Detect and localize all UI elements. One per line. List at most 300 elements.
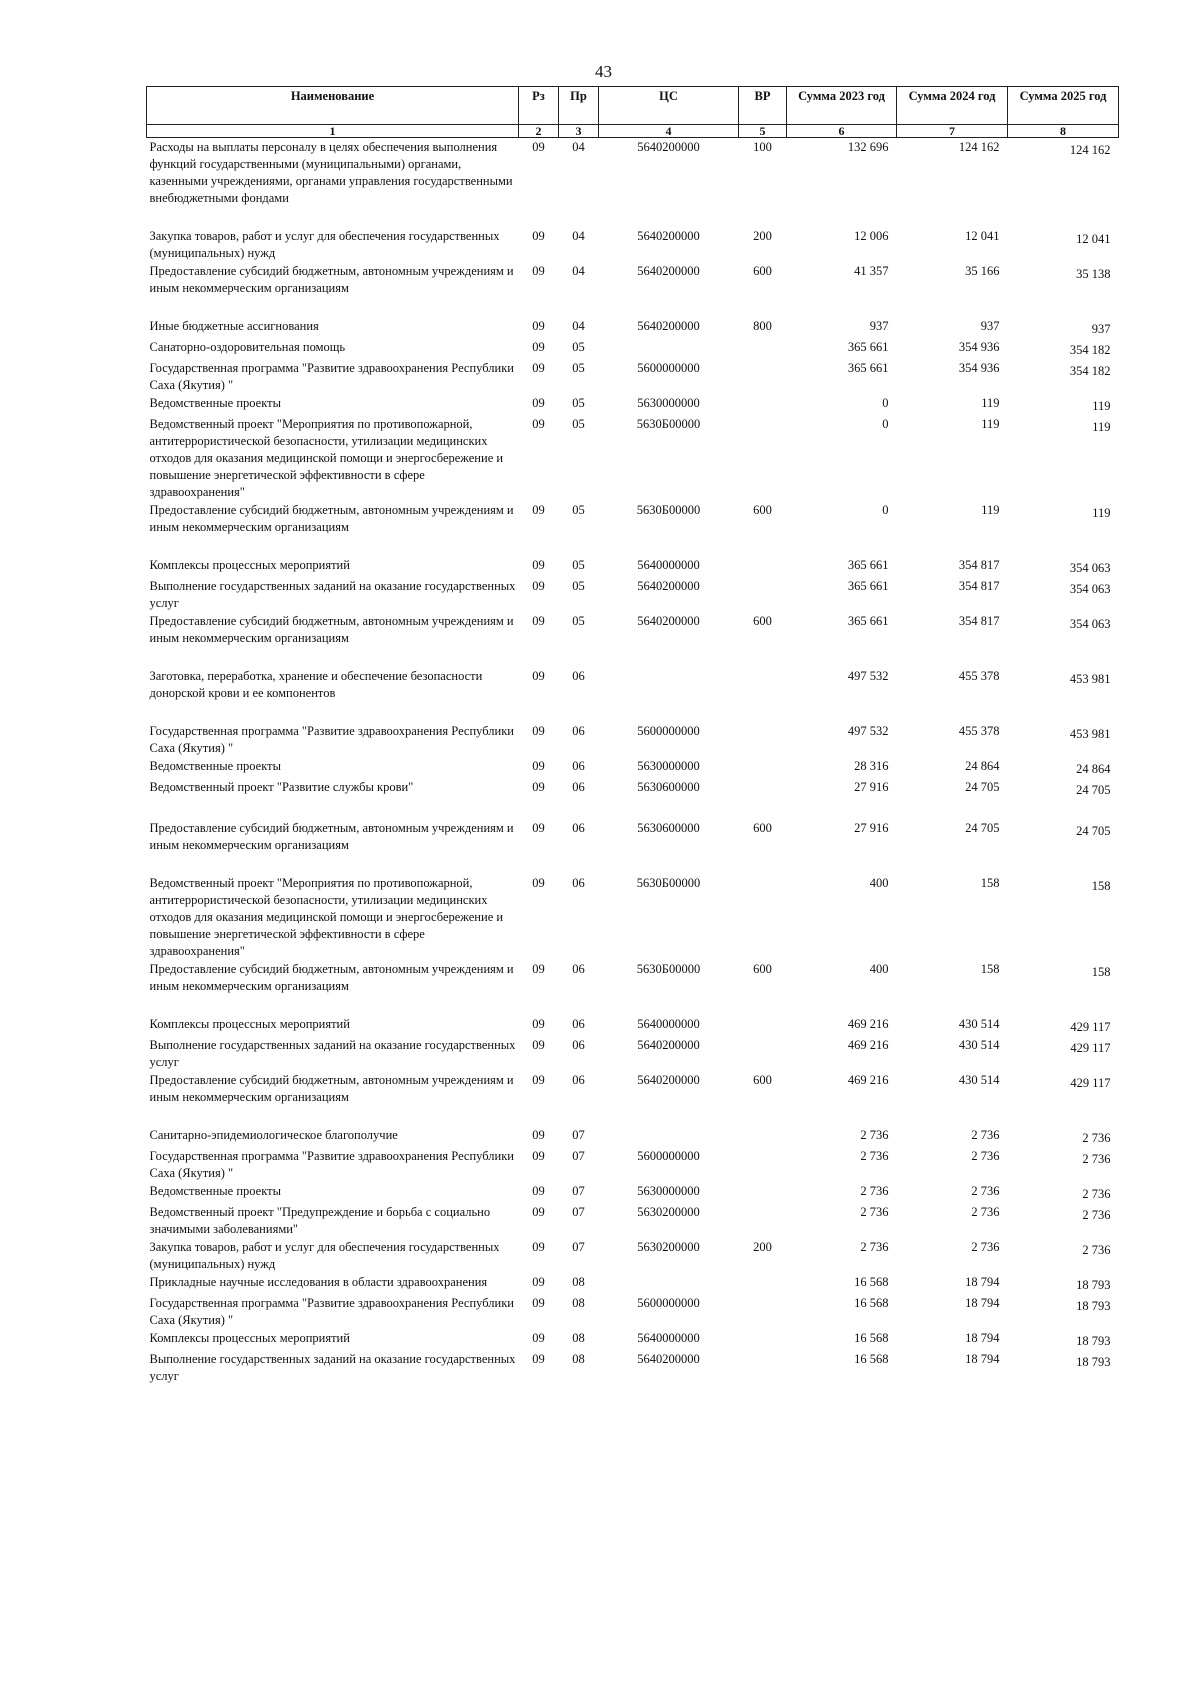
table-row (147, 227, 1119, 262)
row-pr: 08 (572, 1296, 585, 1310)
row-sum-2023: 2 736 (860, 1240, 889, 1254)
row-rz: 09 (532, 724, 545, 738)
row-pr: 04 (572, 229, 585, 243)
column-number: 2 (519, 125, 559, 138)
row-name: Ведомственный проект "Мероприятия по противопожарной, антитеррористической безопасности, утилизации медицинских отходов для оказания медицинской помощи и энергосбережение и повышение энергетической эффективности в сфере здравоохранения" (149, 417, 504, 499)
row-name: Ведомственные проекты (149, 396, 282, 410)
table-row (147, 612, 1119, 667)
row-cs: 5640200000 (637, 579, 700, 593)
header-row (147, 87, 1119, 125)
row-name: Предоставление субсидий бюджетным, автономным учреждениям и иным некоммерческим организациям (149, 614, 514, 645)
row-vr: 600 (753, 821, 772, 835)
row-cs: 5630Б00000 (636, 962, 701, 976)
row-sum-2025: 18 793 (1076, 1355, 1111, 1369)
row-pr: 08 (572, 1331, 585, 1345)
row-name: Государственная программа "Развитие здравоохранения Республики Саха (Якутия) " (149, 1149, 514, 1180)
row-cs: 5640200000 (637, 614, 700, 628)
row-rz: 09 (532, 229, 545, 243)
row-pr: 05 (572, 396, 585, 410)
row-vr (739, 556, 787, 577)
row-sum-2024: 430 514 (958, 1038, 1000, 1052)
row-vr (739, 1350, 787, 1385)
row-vr (739, 577, 787, 612)
row-rz: 09 (532, 614, 545, 628)
row-pr: 05 (572, 558, 585, 572)
row-cs: 5640200000 (637, 1073, 700, 1087)
row-sum-2024: 18 794 (965, 1331, 1000, 1345)
row-name: Предоставление субсидий бюджетным, автономным учреждениям и иным некоммерческим организациям (149, 503, 514, 534)
row-cs: 5600000000 (637, 361, 700, 375)
row-cs: 5640000000 (637, 558, 700, 572)
row-sum-2025: 158 (1091, 879, 1111, 893)
row-sum-2024: 2 736 (971, 1240, 1000, 1254)
row-cs: 5630Б00000 (636, 876, 701, 890)
row-rz: 09 (532, 780, 545, 794)
row-pr: 06 (572, 1017, 585, 1031)
row-sum-2023: 400 (869, 962, 889, 976)
table-row (147, 778, 1119, 819)
row-sum-2024: 937 (980, 319, 1000, 333)
row-name: Выполнение государственных заданий на оказание государственных услуг (149, 1038, 516, 1069)
row-pr: 05 (572, 614, 585, 628)
table-row (147, 1147, 1119, 1182)
row-sum-2023: 2 736 (860, 1128, 889, 1142)
row-cs: 5640200000 (637, 264, 700, 278)
row-sum-2025: 937 (1091, 322, 1111, 336)
row-name: Иные бюджетные ассигнования (149, 319, 319, 333)
row-cs: 5630000000 (637, 759, 700, 773)
row-vr (739, 1329, 787, 1350)
row-pr: 06 (572, 962, 585, 976)
row-name: Заготовка, переработка, хранение и обеспечение безопасности донорской крови и ее компонентов (149, 669, 483, 700)
row-vr: 800 (753, 319, 772, 333)
row-sum-2023: 469 216 (847, 1073, 889, 1087)
row-cs: 5630200000 (637, 1205, 700, 1219)
row-sum-2025: 2 736 (1082, 1152, 1111, 1166)
table-row (147, 1071, 1119, 1126)
row-sum-2023: 16 568 (854, 1296, 889, 1310)
row-sum-2025: 354 182 (1069, 364, 1111, 378)
header-cell-cs: ЦС (599, 87, 739, 125)
column-number: 8 (1008, 125, 1119, 138)
row-rz: 09 (532, 140, 545, 154)
row-sum-2025: 354 063 (1069, 617, 1111, 631)
table-row (147, 960, 1119, 1015)
column-number-row (147, 125, 1119, 138)
row-rz: 09 (532, 1331, 545, 1345)
row-sum-2024: 119 (981, 417, 1000, 431)
row-sum-2023: 16 568 (854, 1331, 889, 1345)
header-cell-sum-2023: Сумма 2023 год (787, 87, 897, 125)
row-sum-2025: 429 117 (1070, 1041, 1111, 1055)
row-sum-2024: 18 794 (965, 1352, 1000, 1366)
row-rz: 09 (532, 340, 545, 354)
header-cell-name: Наименование (147, 87, 519, 125)
row-sum-2023: 469 216 (847, 1038, 889, 1052)
row-sum-2025: 24 705 (1076, 783, 1111, 797)
row-pr: 04 (572, 140, 585, 154)
row-sum-2025: 354 063 (1069, 582, 1111, 596)
row-sum-2025: 453 981 (1069, 672, 1111, 686)
row-cs: 5600000000 (637, 724, 700, 738)
table-row (147, 1329, 1119, 1350)
row-sum-2024: 354 817 (958, 579, 1000, 593)
table-row (147, 317, 1119, 338)
row-sum-2024: 12 041 (965, 229, 1000, 243)
row-cs (599, 1126, 739, 1147)
row-cs: 5600000000 (637, 1149, 700, 1163)
row-name: Государственная программа "Развитие здравоохранения Республики Саха (Якутия) " (149, 724, 514, 755)
row-cs: 5640000000 (637, 1331, 700, 1345)
row-cs: 5630000000 (637, 1184, 700, 1198)
row-sum-2023: 2 736 (860, 1205, 889, 1219)
row-name: Выполнение государственных заданий на оказание государственных услуг (149, 579, 516, 610)
row-name: Предоставление субсидий бюджетным, автономным учреждениям и иным некоммерческим организациям (149, 962, 514, 993)
row-rz: 09 (532, 821, 545, 835)
row-cs: 5630600000 (637, 821, 700, 835)
row-pr: 05 (572, 340, 585, 354)
row-sum-2025: 2 736 (1082, 1243, 1111, 1257)
row-sum-2024: 124 162 (958, 140, 1000, 154)
row-pr: 07 (572, 1149, 585, 1163)
table-row (147, 394, 1119, 415)
row-sum-2025: 24 705 (1076, 824, 1111, 838)
row-vr (739, 778, 787, 819)
table-row (147, 577, 1119, 612)
row-vr (739, 1015, 787, 1036)
row-rz: 09 (532, 264, 545, 278)
row-cs: 5630Б00000 (636, 503, 701, 517)
row-sum-2023: 365 661 (847, 361, 889, 375)
table-row (147, 1126, 1119, 1147)
row-sum-2025: 24 864 (1076, 762, 1111, 776)
row-sum-2024: 24 705 (965, 821, 1000, 835)
row-rz: 09 (532, 417, 545, 431)
row-sum-2023: 365 661 (847, 579, 889, 593)
row-rz: 09 (532, 1296, 545, 1310)
row-pr: 04 (572, 319, 585, 333)
header-cell-sum-2025: Сумма 2025 год (1008, 87, 1119, 125)
row-vr: 600 (753, 264, 772, 278)
row-sum-2023: 41 357 (854, 264, 889, 278)
row-pr: 05 (572, 417, 585, 431)
row-sum-2023: 400 (869, 876, 889, 890)
row-sum-2024: 455 378 (958, 669, 1000, 683)
row-sum-2025: 429 117 (1070, 1076, 1111, 1090)
row-sum-2025: 354 063 (1069, 561, 1111, 575)
row-sum-2023: 497 532 (847, 669, 889, 683)
table-row (147, 819, 1119, 874)
table-row (147, 138, 1119, 228)
row-sum-2023: 469 216 (847, 1017, 889, 1031)
row-cs (599, 667, 739, 722)
row-cs: 5640200000 (637, 140, 700, 154)
column-number: 5 (739, 125, 787, 138)
row-sum-2024: 18 794 (965, 1275, 1000, 1289)
row-pr: 06 (572, 1038, 585, 1052)
row-sum-2024: 430 514 (958, 1017, 1000, 1031)
row-pr: 05 (572, 579, 585, 593)
row-sum-2025: 2 736 (1082, 1131, 1111, 1145)
row-sum-2024: 2 736 (971, 1184, 1000, 1198)
row-pr: 04 (572, 264, 585, 278)
row-sum-2024: 35 166 (965, 264, 1000, 278)
row-name: Предоставление субсидий бюджетным, автономным учреждениям и иным некоммерческим организациям (149, 264, 514, 295)
row-name: Расходы на выплаты персоналу в целях обеспечения выполнения функций государственными (муниципальными) органами, казенными учреждениями, органами управления государственными внебюджетными фондами (149, 140, 513, 205)
row-sum-2023: 2 736 (860, 1149, 889, 1163)
row-vr (739, 874, 787, 960)
row-sum-2024: 158 (980, 962, 1000, 976)
row-sum-2024: 354 936 (958, 340, 1000, 354)
row-sum-2025: 18 793 (1076, 1278, 1111, 1292)
row-vr (739, 757, 787, 778)
row-sum-2024: 2 736 (971, 1149, 1000, 1163)
row-cs: 5640200000 (637, 229, 700, 243)
table-row (147, 1036, 1119, 1071)
row-name: Ведомственные проекты (149, 1184, 282, 1198)
row-sum-2025: 453 981 (1069, 727, 1111, 741)
table-row (147, 338, 1119, 359)
row-pr: 06 (572, 669, 585, 683)
row-name: Закупка товаров, работ и услуг для обеспечения государственных (муниципальных) нужд (149, 1240, 500, 1271)
row-sum-2023: 365 661 (847, 558, 889, 572)
row-rz: 09 (532, 1275, 545, 1289)
row-pr: 07 (572, 1128, 585, 1142)
row-name: Санитарно-эпидемиологическое благополучие (149, 1128, 398, 1142)
row-name: Предоставление субсидий бюджетным, автономным учреждениям и иным некоммерческим организациям (149, 821, 514, 852)
row-vr (739, 1203, 787, 1238)
row-name: Выполнение государственных заданий на оказание государственных услуг (149, 1352, 516, 1383)
row-sum-2024: 119 (981, 503, 1000, 517)
row-vr (739, 415, 787, 501)
row-rz: 09 (532, 669, 545, 683)
row-cs: 5600000000 (637, 1296, 700, 1310)
row-rz: 09 (532, 1149, 545, 1163)
row-vr: 200 (753, 1240, 772, 1254)
column-number: 3 (559, 125, 599, 138)
row-vr: 200 (753, 229, 772, 243)
column-number: 4 (599, 125, 739, 138)
row-sum-2025: 119 (1092, 399, 1111, 413)
row-name: Санаторно-оздоровительная помощь (149, 340, 346, 354)
table-row (147, 556, 1119, 577)
header-cell-pr: Пр (559, 87, 599, 125)
row-rz: 09 (532, 579, 545, 593)
row-name: Ведомственный проект "Предупреждение и борьба с социально значимыми заболеваниями" (149, 1205, 491, 1236)
table-row (147, 1273, 1119, 1294)
page-number: 43 (595, 62, 612, 81)
row-rz: 09 (532, 1240, 545, 1254)
table-row (147, 1294, 1119, 1329)
row-rz: 09 (532, 503, 545, 517)
row-rz: 09 (532, 1073, 545, 1087)
row-vr: 600 (753, 1073, 772, 1087)
row-pr: 07 (572, 1184, 585, 1198)
row-rz: 09 (532, 876, 545, 890)
row-sum-2025: 2 736 (1082, 1208, 1111, 1222)
column-number: 7 (897, 125, 1008, 138)
table-row (147, 1015, 1119, 1036)
row-vr (739, 722, 787, 757)
row-cs: 5640200000 (637, 319, 700, 333)
row-rz: 09 (532, 1184, 545, 1198)
row-sum-2023: 16 568 (854, 1275, 889, 1289)
row-sum-2023: 27 916 (854, 780, 889, 794)
row-vr (739, 667, 787, 722)
row-sum-2025: 2 736 (1082, 1187, 1111, 1201)
row-name: Ведомственный проект "Мероприятия по противопожарной, антитеррористической безопасности, утилизации медицинских отходов для оказания медицинской помощи и энергосбережение и повышение энергетической эффективности в сфере здравоохранения" (149, 876, 504, 958)
row-rz: 09 (532, 558, 545, 572)
row-pr: 05 (572, 361, 585, 375)
row-cs: 5630000000 (637, 396, 700, 410)
row-pr: 05 (572, 503, 585, 517)
row-sum-2025: 18 793 (1076, 1299, 1111, 1313)
row-name: Государственная программа "Развитие здравоохранения Республики Саха (Якутия) " (149, 1296, 514, 1327)
row-cs: 5640200000 (637, 1352, 700, 1366)
row-pr: 07 (572, 1240, 585, 1254)
row-sum-2025: 124 162 (1069, 143, 1111, 157)
column-number: 1 (147, 125, 519, 138)
row-rz: 09 (532, 319, 545, 333)
row-sum-2025: 429 117 (1070, 1020, 1111, 1034)
table-row (147, 415, 1119, 501)
row-sum-2023: 132 696 (847, 140, 889, 154)
row-cs: 5630200000 (637, 1240, 700, 1254)
row-sum-2023: 497 532 (847, 724, 889, 738)
row-name: Прикладные научные исследования в области здравоохранения (149, 1275, 488, 1289)
row-sum-2023: 0 (882, 417, 889, 431)
table-row (147, 1350, 1119, 1385)
row-pr: 06 (572, 821, 585, 835)
table-header (147, 87, 1119, 138)
row-sum-2025: 12 041 (1076, 232, 1111, 246)
row-vr (739, 1036, 787, 1071)
row-vr (739, 1182, 787, 1203)
row-rz: 09 (532, 1038, 545, 1052)
row-rz: 09 (532, 1017, 545, 1031)
row-sum-2024: 455 378 (958, 724, 1000, 738)
row-name: Ведомственные проекты (149, 759, 282, 773)
row-sum-2023: 28 316 (854, 759, 889, 773)
table-row (147, 501, 1119, 556)
header-cell-rz: Рз (519, 87, 559, 125)
row-rz: 09 (532, 1352, 545, 1366)
row-name: Ведомственный проект "Развитие службы крови" (149, 780, 414, 794)
row-vr: 600 (753, 962, 772, 976)
row-cs (599, 338, 739, 359)
row-sum-2024: 354 936 (958, 361, 1000, 375)
row-sum-2025: 119 (1092, 420, 1111, 434)
row-sum-2023: 16 568 (854, 1352, 889, 1366)
row-name: Комплексы процессных мероприятий (149, 558, 350, 572)
row-sum-2024: 158 (980, 876, 1000, 890)
row-vr (739, 394, 787, 415)
row-cs: 5640200000 (637, 1038, 700, 1052)
row-vr (739, 359, 787, 394)
table-row (147, 874, 1119, 960)
row-sum-2024: 24 705 (965, 780, 1000, 794)
row-rz: 09 (532, 361, 545, 375)
row-sum-2024: 354 817 (958, 614, 1000, 628)
row-name: Закупка товаров, работ и услуг для обеспечения государственных (муниципальных) нужд (149, 229, 500, 260)
table-row (147, 1182, 1119, 1203)
row-name: Государственная программа "Развитие здравоохранения Республики Саха (Якутия) " (149, 361, 514, 392)
row-pr: 08 (572, 1352, 585, 1366)
row-cs: 5630Б00000 (636, 417, 701, 431)
budget-table-container (146, 86, 1118, 1385)
row-vr (739, 1147, 787, 1182)
table-row (147, 1238, 1119, 1273)
table-row (147, 1203, 1119, 1238)
row-rz: 09 (532, 1205, 545, 1219)
row-pr: 06 (572, 1073, 585, 1087)
row-pr: 06 (572, 876, 585, 890)
row-cs: 5640000000 (637, 1017, 700, 1031)
row-sum-2023: 365 661 (847, 340, 889, 354)
row-cs (599, 1273, 739, 1294)
row-rz: 09 (532, 759, 545, 773)
row-sum-2023: 0 (882, 503, 889, 517)
row-vr: 600 (753, 503, 772, 517)
header-cell-vr: ВР (739, 87, 787, 125)
row-vr (739, 1294, 787, 1329)
row-rz: 09 (532, 962, 545, 976)
row-vr (739, 1273, 787, 1294)
row-vr: 100 (753, 140, 772, 154)
column-number: 6 (787, 125, 897, 138)
row-sum-2023: 365 661 (847, 614, 889, 628)
row-cs: 5630600000 (637, 780, 700, 794)
row-vr: 600 (753, 614, 772, 628)
row-sum-2024: 2 736 (971, 1205, 1000, 1219)
row-sum-2025: 35 138 (1076, 267, 1111, 281)
row-name: Комплексы процессных мероприятий (149, 1017, 350, 1031)
row-sum-2024: 18 794 (965, 1296, 1000, 1310)
row-sum-2023: 12 006 (854, 229, 889, 243)
table-row (147, 757, 1119, 778)
row-sum-2025: 18 793 (1076, 1334, 1111, 1348)
row-sum-2023: 937 (869, 319, 889, 333)
row-sum-2023: 2 736 (860, 1184, 889, 1198)
header-cell-sum-2024: Сумма 2024 год (897, 87, 1008, 125)
row-pr: 06 (572, 780, 585, 794)
row-rz: 09 (532, 1128, 545, 1142)
budget-table (146, 86, 1119, 1385)
row-sum-2025: 354 182 (1069, 343, 1111, 357)
row-vr (739, 1126, 787, 1147)
row-sum-2024: 354 817 (958, 558, 1000, 572)
row-sum-2025: 119 (1092, 506, 1111, 520)
table-row (147, 667, 1119, 722)
row-sum-2023: 0 (882, 396, 889, 410)
row-pr: 06 (572, 724, 585, 738)
table-row (147, 722, 1119, 757)
table-row (147, 262, 1119, 317)
row-pr: 07 (572, 1205, 585, 1219)
row-sum-2024: 430 514 (958, 1073, 1000, 1087)
row-sum-2024: 2 736 (971, 1128, 1000, 1142)
row-sum-2023: 27 916 (854, 821, 889, 835)
row-name: Предоставление субсидий бюджетным, автономным учреждениям и иным некоммерческим организациям (149, 1073, 514, 1104)
row-sum-2025: 158 (1091, 965, 1111, 979)
row-sum-2024: 24 864 (965, 759, 1000, 773)
row-sum-2024: 119 (981, 396, 1000, 410)
row-name: Комплексы процессных мероприятий (149, 1331, 350, 1345)
row-pr: 06 (572, 759, 585, 773)
row-rz: 09 (532, 396, 545, 410)
row-vr (739, 338, 787, 359)
table-row (147, 359, 1119, 394)
